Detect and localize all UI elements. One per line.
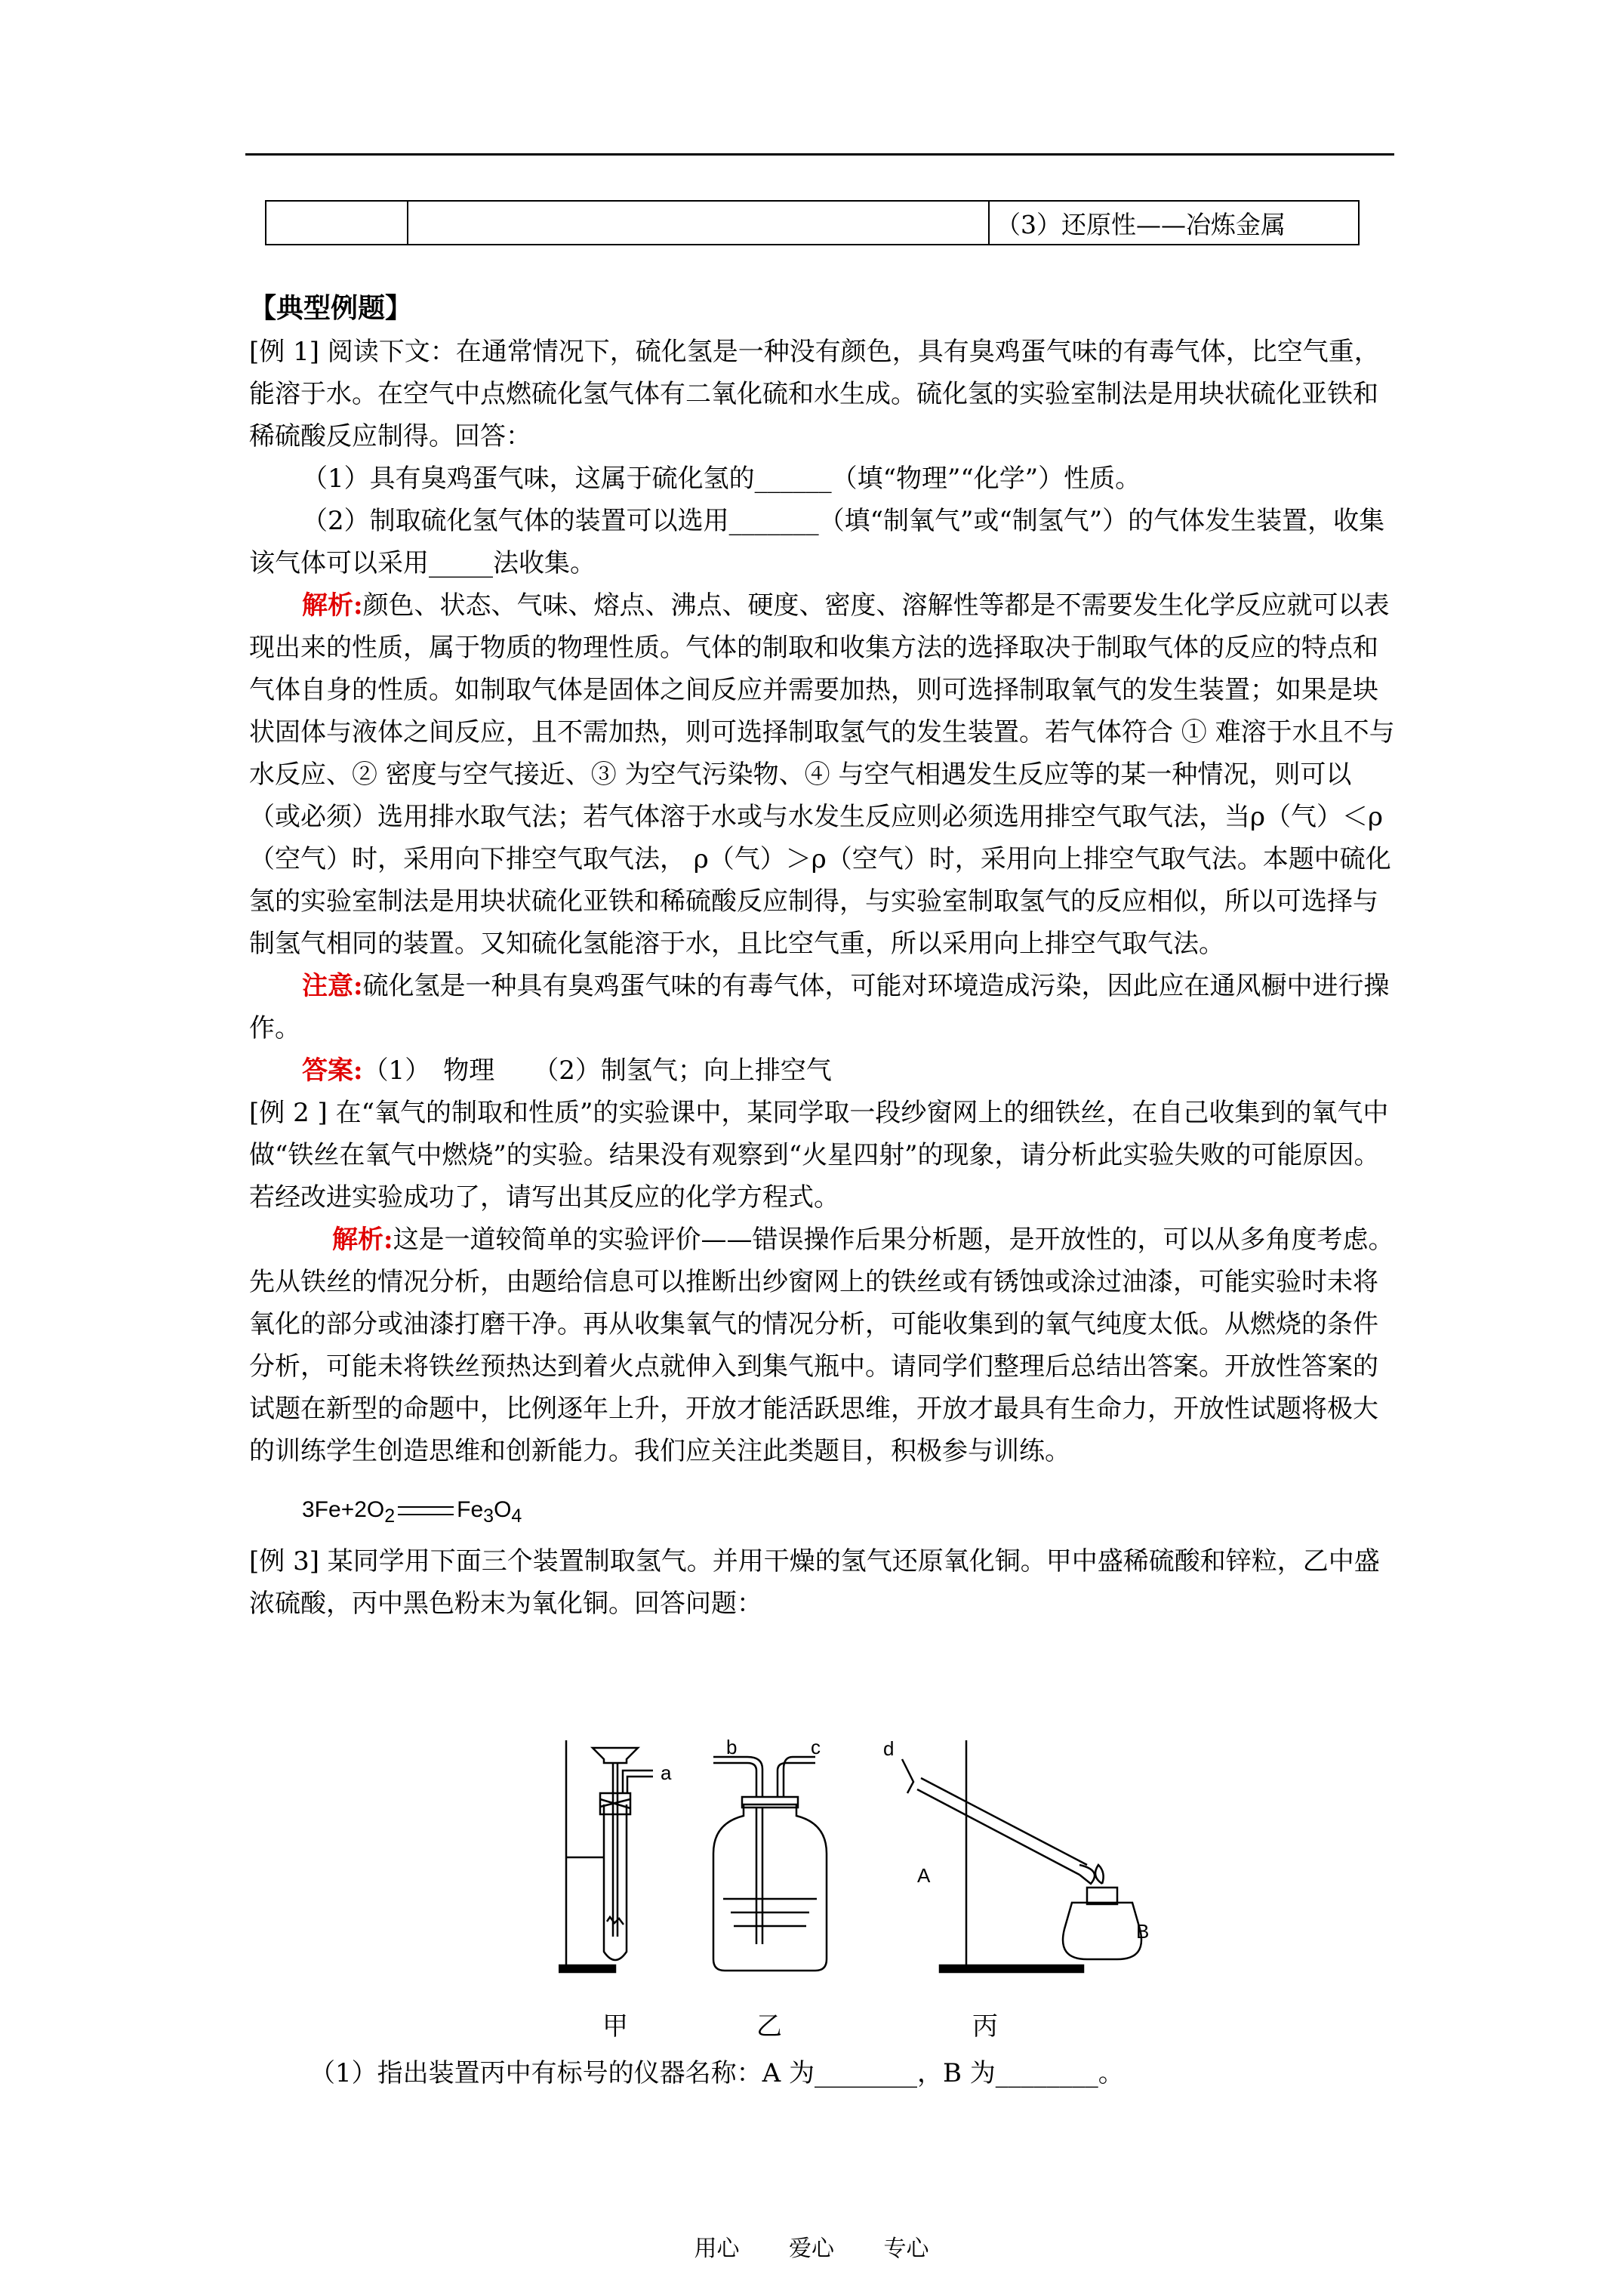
example-3-question-1: （1）指出装置丙中有标号的仪器名称：A 为________，B 为________。 (310, 2058, 1124, 2088)
equals-sign (398, 1506, 454, 1515)
stand-base (559, 1965, 615, 1972)
label-A: A (917, 1864, 931, 1887)
example-1-note (249, 965, 1397, 1049)
analysis-label: 解析: (302, 590, 363, 621)
table-cell-2 (408, 201, 989, 245)
analysis-text: 颜色、状态、气味、熔点、沸点、硬度、密度、溶解性等都是不需要发生化学反应就可以表现出来的性质，属于物质的物理性质。气体的制取和收集方法的选择取决于制取气体的反应的特点和气体自身的性质。如制取气体是固体之间反应并需要加热，则可选择制取氧气的发生装置；如果是块状固体与液体之间反应，且不需加热，则可选择制取氢气的发生装置。若气体符合 ① 难溶于水且不与水反应、② 密度与空气接近、③ 为空气污染物、④ 与空气相遇发生反应等的某一种情况，则可以（或必须）选用排水取气法；若气体溶于水或与水发生反应则必须选用排空气取气法，当ρ（气）＜ρ（空气）时，采用向下排空气取气法， ρ（气）＞ρ（空气）时，采用向上排空气取气法。本题中硫化氢的实验室制法是用块状硫化亚铁和稀硫酸反应制得，与实验室制取氢气的反应相似，所以可选择与制氢气相同的装置。又知硫化氢能溶于水，且比空气重，所以采用向上排空气取气法。 (249, 590, 1395, 959)
section-title: 【典型例题】 (249, 292, 413, 324)
chemical-equation: $3Fe+2O_2$ $Fe_3O_4$ (302, 1497, 522, 1527)
table-cell-1 (266, 201, 408, 245)
label-b: b (726, 1736, 738, 1758)
label-B: B (1136, 1920, 1150, 1943)
example-1-question-1: （1）具有臭鸡蛋气味，这属于硫化氢的______（填“物理”“化学”）性质。 (302, 464, 1141, 494)
apparatus-figure (559, 1733, 1155, 2042)
label-bing: 丙 (972, 2011, 998, 2042)
example-1-question-2: （2）制取硫化氢气体的装置可以选用_______（填“制氧气”或“制氢气”）的气体发生装置，收集该气体可以采用_____法收集。 (249, 506, 1385, 578)
example-1-intro: [例 1] 阅读下文：在通常情况下，硫化氢是一种没有颜色，具有臭鸡蛋气味的有毒气体，比空气重，能溶于水。在空气中点燃硫化氢气体有二氧化硫和水生成。硫化氢的实验室制法是用块状硫化亚铁和稀硫酸反应制得。回答： (249, 337, 1380, 451)
answer-text: （1） 物理 （2）制氢气；向上排空气 (362, 1056, 832, 1086)
example-2-analysis (249, 1219, 1397, 1472)
label-c: c (811, 1736, 821, 1758)
table-row (266, 201, 1359, 245)
inclined-tube (917, 1778, 1087, 1875)
label-yi: 乙 (756, 2011, 782, 2042)
bottle-stopper (742, 1797, 798, 1808)
example-1-analysis (249, 584, 1397, 965)
note-label: 注意: (302, 971, 363, 1001)
example-3-intro: [例 3] 某同学用下面三个装置制取氢气。并用干燥的氢气还原氧化铜。甲中盛稀硫酸和锌粒，乙中盛浓硫酸，丙中黑色粉末为氧化铜。回答问题： (249, 1546, 1380, 1619)
property-table (265, 200, 1360, 245)
table-cell-3: （3）还原性——冶炼金属 (989, 201, 1359, 245)
alcohol-lamp (1063, 1903, 1141, 1959)
label-d: d (883, 1737, 895, 1760)
example-2-intro: [例 2 ] 在“氧气的制取和性质”的实验课中，某同学取一段纱窗网上的细铁丝，在自己收集到的氧气中做“铁丝在氧气中燃烧”的实验。结果没有观察到“火星四射”的现象，请分析此实验失败的可能原因。若经改进实验成功了，请写出其反应的化学方程式。 (249, 1098, 1389, 1213)
label-a: a (661, 1761, 672, 1784)
test-tube (604, 1804, 627, 1960)
header-rule (245, 153, 1394, 156)
analysis-text: 这是一道较简单的实验评价——错误操作后果分析题，是开放性的，可以从多角度考虑。先从铁丝的情况分析，由题给信息可以推断出纱窗网上的铁丝或有锈蚀或涂过油漆，可能实验时未将氧化的部分或油漆打磨干净。再从收集氧气的情况分析，可能收集到的氧气纯度太低。从燃烧的条件分析，可能未将铁丝预热达到着火点就伸入到集气瓶中。请同学们整理后总结出答案。开放性答案的试题在新型的命题中，比例逐年上升，开放才能活跃思维，开放才最具有生命力，开放性试题将极大的训练学生创造思维和创新能力。我们应关注此类题目，积极参与训练。 (249, 1225, 1394, 1466)
funnel (593, 1748, 638, 1763)
analysis-label: 解析: (332, 1225, 393, 1255)
washing-bottle (713, 1804, 827, 1971)
document-body (249, 287, 1397, 1625)
answer-label: 答案: (302, 1056, 363, 1086)
label-jia: 甲 (602, 2011, 628, 2042)
note-text: 硫化氢是一种具有臭鸡蛋气味的有毒气体，可能对环境造成污染，因此应在通风橱中进行操作。 (249, 971, 1390, 1043)
page-footer: 用心 爱心 专心 (694, 2236, 929, 2262)
example-1-answer (249, 1049, 1397, 1092)
